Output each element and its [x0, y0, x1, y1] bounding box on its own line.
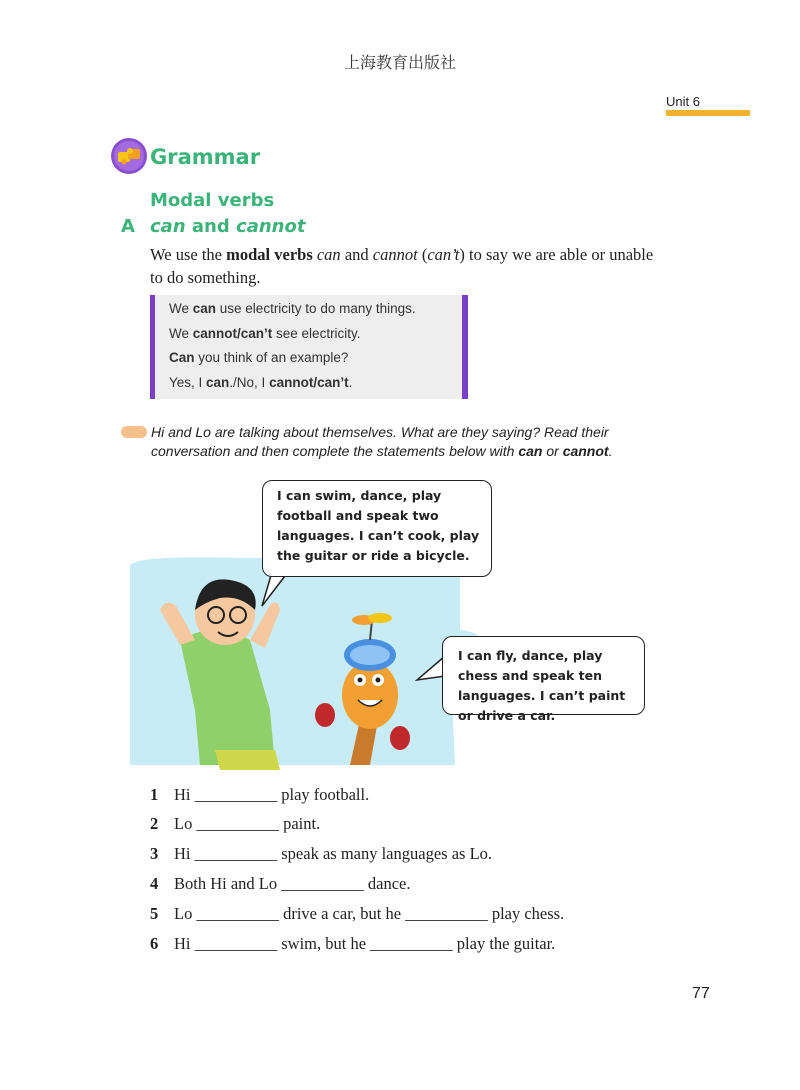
task-marker-icon [121, 426, 147, 438]
example-line-2: We cannot/can’t see electricity. [169, 326, 361, 341]
question-item: 5 Lo __________ drive a car, but he __________ play chess. [150, 904, 565, 923]
example-box [150, 295, 468, 399]
publisher-name: 上海教育出版社 [343, 53, 456, 72]
grammar-puzzle-icon [110, 137, 148, 175]
unit-label: Unit 6 [666, 94, 700, 109]
question-item: 2 Lo __________ paint. [150, 814, 321, 833]
question-item: 6 Hi __________ swim, but he __________ play the guitar. [150, 934, 556, 953]
section-letter: A [121, 216, 135, 237]
example-line-3: Can you think of an example? [169, 350, 349, 365]
question-item: 1 Hi __________ play football. [150, 785, 370, 804]
section-subtitle: can and cannot [150, 216, 306, 237]
example-line-1: We can use electricity to do many things. [169, 301, 416, 316]
speech-bubble-hi: I can swim, dance, play football and speak two languages. I can’t cook, play the guitar or ride a bicycle. [262, 480, 492, 577]
grammar-heading: Grammar [150, 145, 261, 169]
question-item: 3 Hi __________ speak as many languages as Lo. [150, 844, 493, 863]
section-title: Modal verbs [150, 190, 275, 211]
question-item: 4 Both Hi and Lo __________ dance. [150, 874, 411, 893]
task-instructions: Hi and Lo are talking about themselves. What are they saying? Read their conversation and then complete the statements below with can or cannot. [151, 424, 613, 459]
intro-paragraph: We use the modal verbs can and cannot (can’t) to say we are able or unable to do something. [150, 245, 654, 287]
speech-bubble-lo: I can fly, dance, play chess and speak ten languages. I can’t paint or drive a car. [442, 636, 645, 715]
example-line-4: Yes, I can./No, I cannot/can’t. [169, 375, 353, 390]
unit-underline [666, 110, 750, 116]
page-number: 77 [692, 985, 710, 1002]
